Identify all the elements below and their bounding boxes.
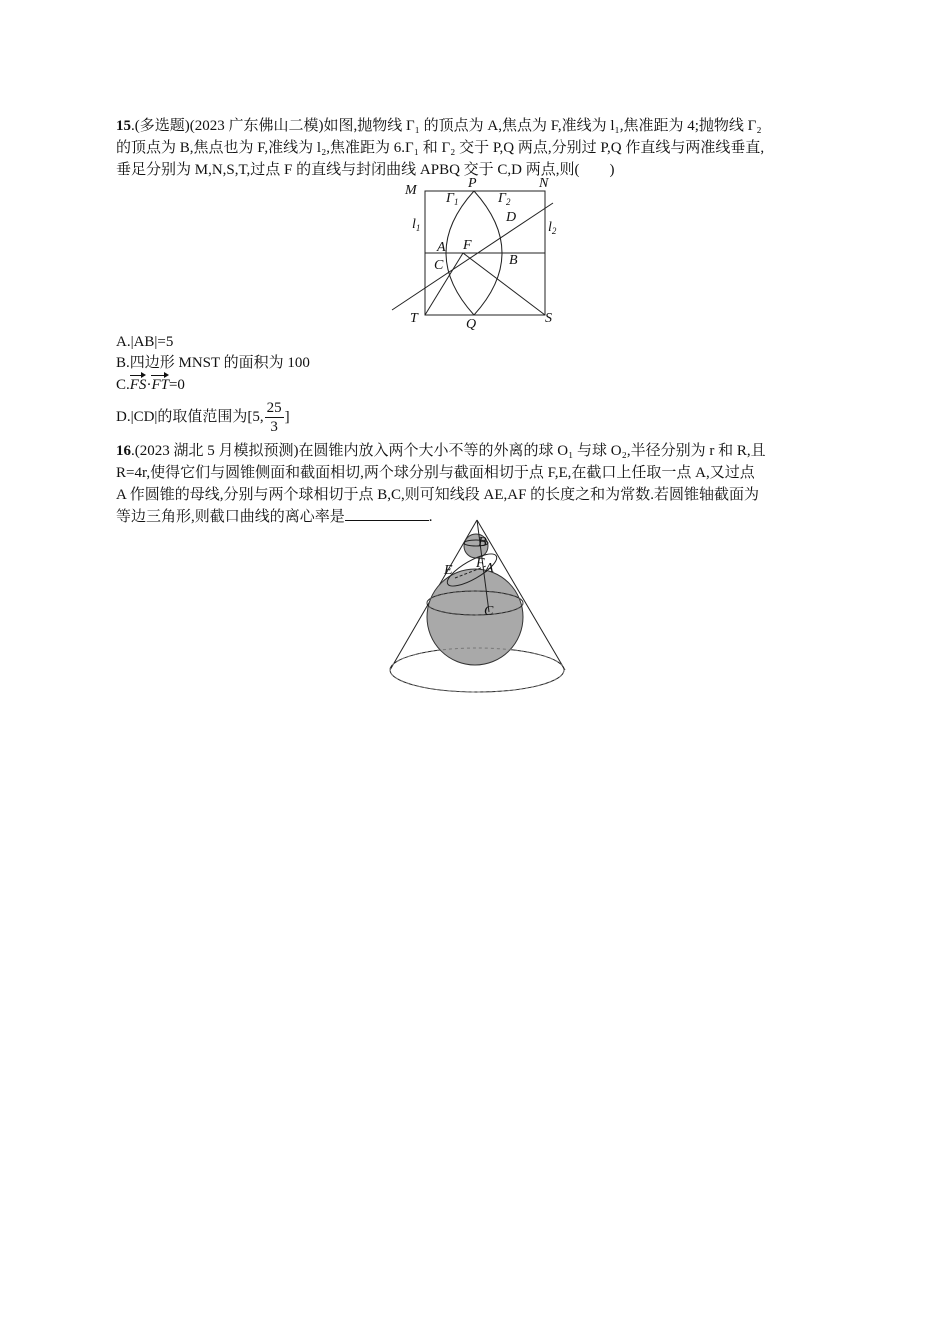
q16-text-1: .(2023 湖北 5 月模拟预测)在圆锥内放入两个大小不等的外离的球 O₁ 与球 O₂,半径分别为 r 和 R,且	[131, 443, 766, 459]
cone-label-b: B	[478, 535, 487, 550]
label-d: D	[506, 210, 517, 225]
q15-option-d: D.|CD|的取值范围为[5, $\frac{25}{3}$ ]	[116, 400, 290, 436]
q15-option-c: C.FS·FT=0	[116, 374, 836, 396]
label-l1: $l_1$	[412, 217, 421, 233]
q16-number: 16	[116, 443, 131, 459]
fraction-25-3: $\frac{25}{3}$	[266, 400, 282, 436]
segment-fs	[463, 253, 545, 315]
label-n: N	[539, 176, 549, 191]
cone-label-e: E	[444, 563, 453, 578]
cone-label-c: C	[484, 604, 494, 619]
vector-ft: FT	[151, 374, 169, 396]
vector-fs: FS	[130, 374, 147, 396]
q16-line-3: A 作圆锥的母线,分别与两个球相切于点 B,C,则可知线段 AE,AF 的长度之和为常数.若圆锥轴截面为	[116, 487, 759, 503]
label-p: P	[468, 176, 477, 191]
label-a: A	[437, 240, 446, 255]
cone-label-a: A	[485, 561, 494, 576]
label-q: Q	[466, 317, 477, 332]
q16-line-4: 等边三角形,则截口曲线的离心率是 .	[116, 506, 836, 528]
q16-line-2: R=4r,使得它们与圆锥侧面和截面相切,两个球分别与截面相切于点 F,E,在截口上任取一点 A,又过点	[116, 465, 755, 481]
q15-line-1	[116, 115, 836, 137]
parabola-figure	[388, 176, 568, 336]
large-sphere	[427, 569, 523, 665]
label-m: M	[405, 183, 417, 198]
label-s: S	[545, 311, 552, 326]
label-gamma2: $\Gamma_2$	[498, 191, 511, 207]
cone-figure	[385, 518, 570, 698]
chord-line-cd	[392, 203, 553, 310]
label-b: B	[509, 253, 518, 268]
q15-option-b: B.四边形 MNST 的面积为 100	[116, 355, 310, 371]
q15-option-a: A.|AB|=5	[116, 334, 174, 350]
q15-text-1: .(多选题)(2023 广东佛山二模)如图,抛物线 Γ₁ 的顶点为 A,焦点为 F,准线为 l₁,焦准距为 4;抛物线 Γ₂	[131, 118, 762, 134]
cone-label-f: F	[476, 556, 485, 571]
q15-line-2: 的顶点为 B,焦点也为 F,准线为 l₂,焦准距为 6.Γ₁ 和 Γ₂ 交于 P,Q 两点,分别过 P,Q 作直线与两准线垂直,	[116, 140, 765, 156]
q15-number: 15	[116, 118, 131, 134]
label-f: F	[463, 238, 472, 253]
label-gamma1: $\Gamma_1$	[446, 191, 459, 207]
label-l2: $l_2$	[548, 220, 557, 236]
label-c: C	[434, 258, 444, 273]
label-t: T	[410, 311, 418, 326]
q16-line-1	[116, 440, 836, 462]
q15-line-3: 垂足分别为 M,N,S,T,过点 F 的直线与封闭曲线 APBQ 交于 C,D 两点,则( )	[116, 162, 615, 178]
